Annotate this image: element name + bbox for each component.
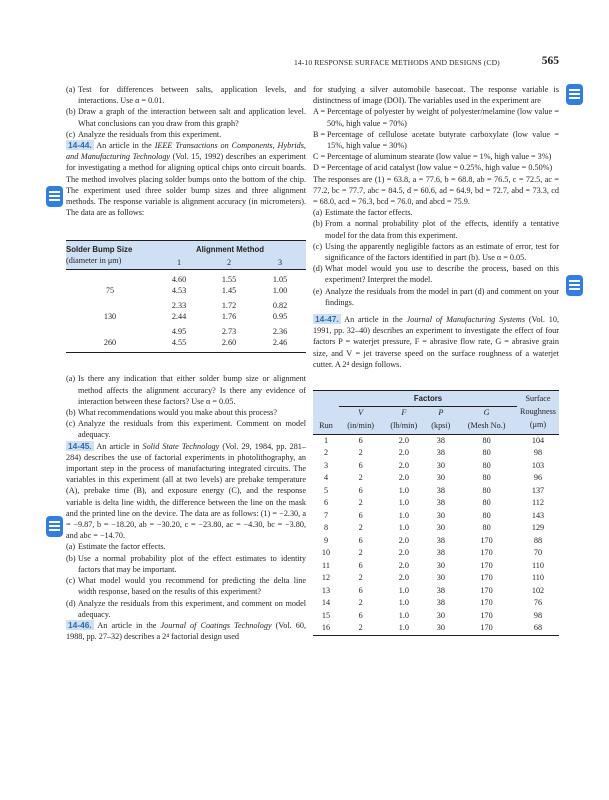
table-cell: 10 [321, 548, 331, 558]
item-text: Use a normal probability plot of the effect estimates to identity factors that may be important. [78, 553, 306, 574]
item-text: What model would you use to describe the process, based on this experiment? Interpret the model. [325, 264, 559, 285]
table-cell: 30 [425, 622, 456, 635]
table-cell: 6 [358, 460, 363, 470]
item-label: (b) [66, 553, 76, 563]
exercise-14-46: 14-46. An article in the Journal of Coatings Technology (Vol. 60, 1988, pp. 27–32) describes a 2⁴ factorial design used [66, 619, 306, 642]
item-label: (c) [66, 419, 76, 429]
table-cell [66, 270, 154, 286]
table-cell: 30 [436, 523, 445, 533]
table-cell: 80 [482, 485, 491, 495]
table-cell: 4 [323, 473, 329, 483]
table-cell: 1.0 [398, 585, 409, 595]
exercise-14-46-continued: for studying a silver automobile basecoat. The response variable is distinctness of image (DOI). The variables used in the experiment are [313, 85, 559, 106]
table-row [313, 560, 559, 573]
table-cell: 98 [533, 610, 543, 620]
table-cell: 170 [480, 535, 493, 545]
table-cell: 2.36 [272, 327, 288, 337]
page-number: 565 [541, 55, 559, 67]
right-column [313, 84, 559, 636]
table-cell: 137 [531, 485, 545, 495]
table-cell: 103 [531, 460, 545, 470]
table-cell: 170 [480, 573, 493, 583]
table-cell: 2 [358, 548, 363, 558]
table-cell: 1.55 [221, 275, 237, 285]
item-text: Estimate the factor effects. [78, 542, 166, 552]
table-cell: 3 [323, 460, 329, 470]
table-cell: 260 [66, 337, 154, 353]
table-row [313, 510, 559, 523]
item-text: What model would you recommend for predicting the delta line width response, based on the results of this experiment? [78, 576, 306, 597]
item-label: (c) [313, 241, 323, 251]
journal-title: Solid State Technology [142, 441, 220, 451]
table-cell: 143 [531, 510, 545, 520]
exercise-number[interactable]: 14-45. [68, 440, 92, 451]
exercise-14-44-parts [66, 373, 306, 440]
item-label: (c) [66, 576, 76, 586]
note-icon[interactable] [566, 275, 583, 296]
table-cell: 6 [358, 585, 363, 595]
item-label: (d) [66, 598, 76, 608]
list-item [313, 151, 559, 162]
table-header: Alignment Method [154, 241, 306, 256]
table-cell: 6 [358, 510, 363, 520]
item-text: Estimate the factor effects. [325, 208, 413, 218]
list-item [313, 263, 559, 285]
table-cell: 1 [323, 435, 329, 445]
exercise-14-45: 14-45. An article in Solid State Technology (Vol. 29, 1984, pp. 281–284) describes the use of factorial experiments in photolithography, an important step in the process of manufacturing integrated circuits. The variables in this experiment (all at two levels) are prebake temperature (A), prebake time (B), and exposure energy (C), and the response variable is delta line width, the difference between the line on the mask and the printed line on the device. The data are as follows: (1) = −2.30, a = −9.87, b = −18.20, ab = −30.20, c = −23.80, ac = −4.30, bc = −3.80, and abc = −14.70. [66, 440, 306, 541]
table-cell: 13 [321, 585, 331, 595]
table-cell: 68 [517, 622, 559, 635]
table-cell: 2 [339, 622, 382, 635]
table-cell: 1.0 [398, 523, 409, 533]
table-subheader: (diameter in μm) [66, 255, 154, 270]
item-label: (d) [313, 264, 323, 274]
table-cell: 80 [482, 460, 491, 470]
table-cell: 8 [323, 523, 329, 533]
table-cell: 2 [358, 448, 363, 458]
table-cell: 2 [358, 598, 363, 608]
item-text: Is there any indication that either solder bump size or alignment method affects the alignment accuracy? Is there any evidence of interaction between these factors? Use α = 0.05. [78, 374, 306, 406]
table-cell: 70 [533, 548, 543, 558]
table-cell: 15 [321, 610, 331, 620]
table-cell: 130 [103, 312, 117, 322]
table-cell: 2.0 [398, 473, 409, 483]
table-cell: 170 [480, 560, 493, 570]
item-text: Percentage of acid catalyst (low value = 0.25%, high value = 0.50%) [327, 163, 553, 173]
table-header: (in/min) [347, 421, 375, 431]
variable-list [313, 106, 559, 173]
previous-exercise-parts [66, 84, 306, 140]
left-column [66, 84, 306, 642]
exercise-14-45-parts [66, 541, 306, 619]
item-text: Analyze the residuals from this experiment. Comment on model adequacy. [78, 419, 306, 440]
item-label: A = [313, 107, 326, 117]
table-cell: 104 [531, 435, 545, 445]
table-cell: 6 [358, 535, 363, 545]
table-cell: 112 [532, 498, 544, 508]
table-cell: 1.0 [382, 622, 425, 635]
table-cell: 80 [482, 523, 491, 533]
list-item [66, 575, 306, 597]
table-cell: 110 [532, 560, 544, 570]
table-cell: 0.95 [272, 312, 288, 322]
note-icon[interactable] [46, 186, 63, 207]
table-row [313, 585, 559, 598]
exercise-14-47: 14-47. An article in the Journal of Manufacturing Systems (Vol. 10, 1991, pp. 32–40) describes an experiment to investigate the effect of four factors P = waterjet pressure, F = abrasive flow rate, G = abrasive grain size, and V = jet traverse speed on the surface roughness of a waterjet cutter. A 2⁴ design follows. [313, 314, 559, 369]
table-cell: 5 [323, 485, 329, 495]
table-header: 3 [254, 255, 306, 270]
journal-title: IEEE Transactions on Components, Hybrids, and Manufacturing Technology [66, 141, 306, 162]
table-cell: 1.0 [398, 498, 409, 508]
table-cell: 2 [358, 498, 363, 508]
table-header: (Mesh No.) [467, 421, 506, 431]
table-cell: 110 [532, 573, 544, 583]
list-item [313, 286, 559, 308]
table-cell: 2 [358, 573, 363, 583]
table-cell: 2.0 [398, 435, 409, 445]
exercise-number[interactable]: 14-47. [315, 314, 339, 325]
table-cell: 30 [436, 610, 445, 620]
table-cell: 170 [480, 598, 493, 608]
item-text: Using the apparently negligible factors as an estimate of error, test for significance of the factors identified in part (b). Use α = 0.05. [325, 241, 559, 263]
table-cell: 1.72 [221, 301, 237, 311]
table-header: (kpsi) [431, 421, 451, 431]
table-cell: 6 [358, 610, 363, 620]
running-header [294, 55, 559, 71]
table-cell: 2 [358, 473, 363, 483]
table-cell: 1.00 [272, 286, 288, 296]
table-cell: 9 [323, 535, 329, 545]
table-header: V [358, 407, 364, 417]
list-item [66, 418, 306, 440]
table-cell: 2.46 [254, 337, 306, 353]
table-cell: 75 [105, 286, 115, 296]
table-cell: 80 [482, 473, 491, 483]
table-row [313, 572, 559, 585]
table-header: (lb/min) [390, 421, 418, 431]
table-cell: 2.0 [398, 548, 409, 558]
table-cell: 4.60 [171, 275, 187, 285]
table-cell: 170 [480, 610, 493, 620]
table-cell: 4.55 [154, 337, 204, 353]
item-text: Draw a graph of the interaction between salt and application level. What conclusions can you draw from this graph? [78, 107, 306, 128]
list-item [66, 84, 306, 106]
table-row [66, 337, 306, 353]
table-row [313, 434, 559, 447]
table-cell: 30 [436, 473, 445, 483]
table-cell: 2 [323, 448, 329, 458]
table-cell: 30 [436, 510, 445, 520]
table-cell: 16 [313, 622, 339, 635]
list-item [313, 207, 559, 218]
waterjet-table [313, 390, 559, 636]
table-cell: 170 [480, 548, 493, 558]
table-cell: 170 [456, 622, 517, 635]
table-cell: 30 [436, 560, 445, 570]
table-cell: 2.44 [171, 312, 187, 322]
table-cell: 98 [533, 448, 543, 458]
table-cell [66, 322, 154, 337]
table-cell: 14 [321, 598, 331, 608]
table-cell: 80 [482, 498, 491, 508]
table-header: 2 [204, 255, 254, 270]
table-cell: 1.76 [221, 312, 237, 322]
table-cell: 170 [480, 585, 493, 595]
list-item [313, 162, 559, 173]
table-row [66, 285, 306, 296]
item-text: Test for differences between salts, application levels, and interactions. Use α = 0.01. [78, 85, 306, 106]
table-row [313, 547, 559, 560]
table-cell: 6 [323, 498, 329, 508]
table-row [66, 296, 306, 311]
item-text: From a normal probability plot of the effects, identify a tentative model for the data from this experiment. [325, 219, 559, 240]
item-label: (a) [66, 542, 76, 552]
item-label: (a) [313, 208, 323, 218]
list-item [66, 553, 306, 575]
list-item [313, 129, 559, 151]
table-header: (μm) [529, 420, 547, 430]
table-cell: 1.05 [272, 275, 288, 285]
table-cell: 1.0 [398, 598, 409, 608]
table-cell: 76 [533, 598, 543, 608]
table-cell: 11 [322, 560, 330, 570]
table-cell: 88 [533, 535, 543, 545]
table-row [313, 610, 559, 623]
item-label: (c) [66, 129, 76, 139]
table-cell: 2.73 [221, 327, 237, 337]
table-cell: 38 [436, 535, 445, 545]
note-icon[interactable] [46, 516, 63, 537]
exercise-14-46-parts [313, 207, 559, 308]
solder-bump-table [66, 240, 306, 353]
list-item [66, 373, 306, 407]
table-header: Factors [339, 391, 517, 407]
table-cell: 2.0 [398, 560, 409, 570]
table-cell: 129 [531, 523, 545, 533]
table-cell: 6 [358, 485, 363, 495]
table-row [313, 460, 559, 473]
table-row [313, 622, 559, 635]
item-text: Analyze the residuals from the model in part (d) and comment on your findings. [325, 286, 559, 307]
table-cell: 1.0 [398, 485, 409, 495]
responses-text: The responses are (1) = 63.8, a = 77.6, b = 68.8, ab = 76.5, c = 72.5, ac = 77.2, bc = 77.7, abc = 84.5, d = 60.6, ad = 64.9, bd = 72.7, abd = 73.3, cd = 68.0, acd = 76.3, bcd = 76.0, and abcd = 75.9. [313, 174, 559, 207]
table-cell: 2.0 [398, 535, 409, 545]
table-cell: 30 [436, 460, 445, 470]
table-cell: 38 [436, 498, 445, 508]
list-item [313, 218, 559, 240]
list-item [66, 129, 306, 140]
table-row [313, 535, 559, 548]
item-label: (a) [66, 374, 76, 384]
exercise-number[interactable]: 14-46. [68, 619, 92, 630]
item-text: Percentage of polyester by weight of polyester/melamine (low value = 50%, high value = 70%) [327, 107, 559, 128]
table-cell: 2.0 [398, 460, 409, 470]
table-cell: 38 [436, 435, 445, 445]
list-item [66, 407, 306, 418]
exercise-number[interactable]: 14-44. [68, 140, 92, 151]
item-text: What recommendations would you make about this process? [78, 408, 277, 418]
item-label: C = [313, 152, 326, 162]
table-row [313, 522, 559, 535]
section-title: 14-10 RESPONSE SURFACE METHODS AND DESIGNS (CD) [294, 58, 500, 67]
note-icon[interactable] [566, 84, 583, 105]
table-row [313, 447, 559, 460]
table-cell: 12 [321, 573, 331, 583]
table-cell: 7 [323, 510, 329, 520]
list-item [313, 106, 559, 128]
table-cell: 38 [436, 548, 445, 558]
table-cell: 1.0 [398, 510, 409, 520]
table-cell: 2.0 [398, 573, 409, 583]
item-label: B = [313, 129, 326, 139]
table-row [313, 485, 559, 498]
table-cell: 2.0 [398, 448, 409, 458]
item-label: (b) [66, 408, 76, 418]
table-cell: 4.53 [171, 286, 187, 296]
table-cell: 1.0 [398, 610, 409, 620]
table-row [313, 597, 559, 610]
table-row [66, 322, 306, 337]
item-label: (e) [313, 286, 323, 296]
table-cell: 102 [531, 585, 545, 595]
table-cell: 1.45 [221, 286, 237, 296]
table-cell: 38 [436, 448, 445, 458]
table-cell: 30 [436, 573, 445, 583]
list-item [66, 106, 306, 128]
journal-title: Journal of Manufacturing Systems [406, 315, 526, 325]
table-cell: 6 [358, 435, 363, 445]
table-header: 1 [154, 255, 204, 270]
item-label: (b) [66, 107, 76, 117]
list-item [66, 598, 306, 620]
table-cell: 38 [436, 598, 445, 608]
list-item [66, 541, 306, 552]
table-cell: 38 [436, 485, 445, 495]
table-cell: 80 [482, 448, 491, 458]
item-label: (b) [313, 219, 323, 229]
table-row [66, 311, 306, 322]
table-cell: 96 [533, 473, 543, 483]
item-label: (a) [66, 85, 76, 94]
item-text: Percentage of aluminum stearate (low value = 1%, high value = 3%) [327, 152, 552, 162]
table-header: P [438, 407, 444, 417]
table-cell: 0.82 [272, 301, 288, 311]
table-header: Surface [517, 391, 559, 407]
table-cell: 2 [358, 523, 363, 533]
table-cell: 2.60 [204, 337, 254, 353]
table-cell: 2.33 [171, 301, 187, 311]
table-cell: 80 [482, 510, 491, 520]
item-text: Percentage of cellulose acetate butyrate carboxylate (low value = 15%, high value = 30%) [327, 129, 559, 151]
journal-title: Journal of Coatings Technology [160, 620, 272, 630]
table-row [66, 270, 306, 286]
exercise-14-44: 14-44. An article in the IEEE Transactions on Components, Hybrids, and Manufacturing Technology (Vol. 15, 1992) describes an experiment for investigating a method for aligning optical chips onto circuit boards. The method involves placing solder bumps onto the bottom of the chip. The experiment used three solder bump sizes and three alignment methods. The response variable is alignment accuracy (in micrometers). The data are as follows: [66, 140, 306, 218]
table-cell: 38 [436, 585, 445, 595]
table-row [313, 472, 559, 485]
table-cell: 80 [482, 435, 491, 445]
list-item [313, 241, 559, 263]
item-text: Analyze the residuals from this experiment, and comment on model adequacy. [78, 598, 306, 619]
table-header: Roughness [520, 407, 556, 417]
table-cell: 6 [358, 560, 363, 570]
table-cell: 4.95 [171, 327, 187, 337]
item-label: D = [313, 163, 326, 173]
table-cell [66, 296, 154, 311]
table-header: G [483, 407, 490, 417]
table-header: F [401, 407, 407, 417]
table-row [313, 497, 559, 510]
table-header: Solder Bump Size [66, 241, 154, 256]
table-header: Run [319, 421, 333, 431]
item-text: Analyze the residuals from this experiment. [78, 129, 222, 139]
